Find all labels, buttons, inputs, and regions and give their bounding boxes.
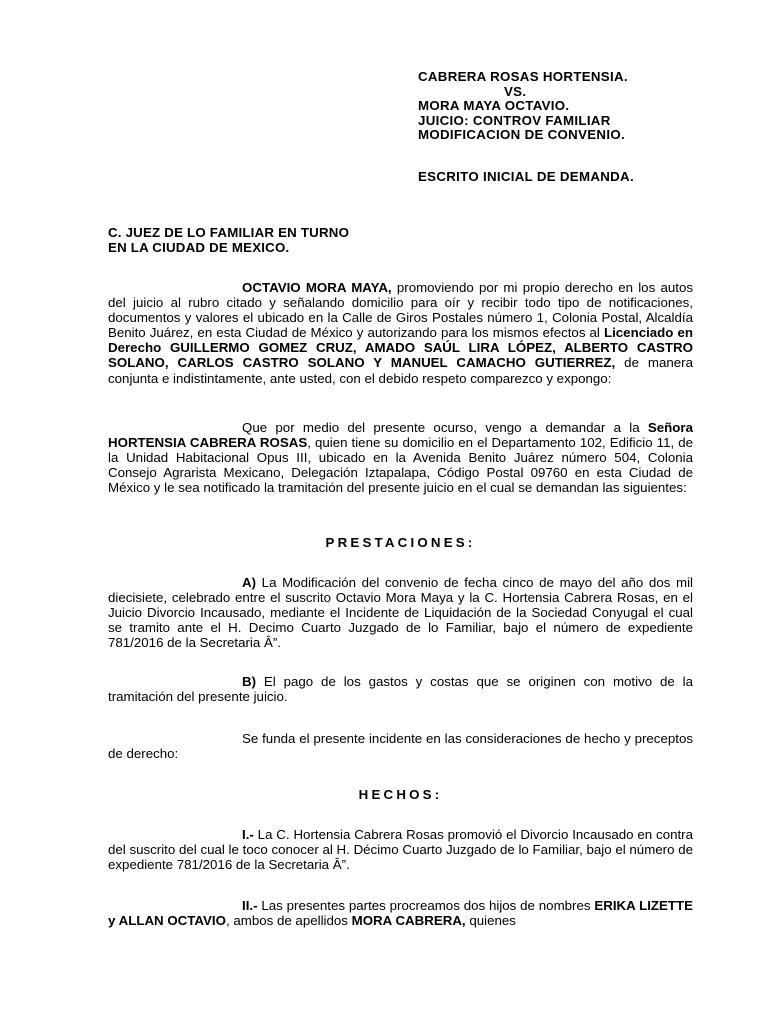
hechos-heading: HECHOS: (358, 787, 443, 802)
caption-matter: MODIFICACION DE CONVENIO. (418, 127, 625, 142)
authorized-lawyers: Licenciado en Derecho GUILLERMO GOMEZ CRUZ, AMADO SAÚL LIRA LÓPEZ, ALBERTO CASTRO SOLANO, CARLOS CASTRO SOLANO Y MANUEL CAMACHO GUTIERREZ, (108, 325, 694, 371)
prestacion-b-label: B) (242, 674, 257, 689)
children-names: ERIKA LIZETTE y ALLAN OCTAVIO (108, 898, 693, 929)
addressee-line-2: EN LA CIUDAD DE MEXICO. (108, 240, 290, 255)
caption-defendant: MORA MAYA OCTAVIO. (418, 98, 570, 113)
hecho-i: I.- La C. Hortensia Cabrera Rosas promovió el Divorcio Incausado en contra del suscrito del cual le toco conocer al H. Décimo Cuarto Juzgado de lo Familiar, bajo el número de expediente 781/2016 de la Secretaria Â”. (108, 827, 693, 873)
addressee (108, 225, 349, 255)
claim-paragraph: Que por medio del presente ocurso, vengo a demandar a la Señora HORTENSIA CABRERA ROSAS, quien tiene su domicilio en el Departamento 102, Edificio 11, de la Unidad Habitacional Opus III, ubicado en la Avenida Benito Juárez número 504, Colonia Consejo Agrarista Mexicano, Delegación Iztapalapa, Código Postal 09760 en esta Ciudad de México y le sea notificado la tramitación del presente juicio en el cual se demandan las siguientes: (108, 420, 694, 496)
caption-versus: VS. (504, 83, 527, 99)
promoter-name: OCTAVIO MORA MAYA, (242, 280, 392, 295)
prestacion-a-label: A) (242, 575, 257, 590)
hecho-i-label: I.- (242, 827, 254, 842)
hecho-ii: II.- Las presentes partes procreamos dos hijos de nombres ERIKA LIZETTE y ALLAN OCTAVIO, ambos de apellidos MORA CABRERA, quienes (108, 898, 693, 929)
legal-basis-paragraph: Se funda el presente incidente en las consideraciones de hecho y preceptos de derecho: (108, 731, 693, 762)
writ-title: ESCRITO INICIAL DE DEMANDA. (418, 169, 634, 184)
prestacion-b: B) El pago de los gastos y costas que se originen con motivo de la tramitación del presente juicio. (108, 674, 693, 705)
prestaciones-heading: PRESTACIONES: (325, 535, 476, 550)
prestacion-a: A) La Modificación del convenio de fecha cinco de mayo del año dos mil diecisiete, celebrado entre el suscrito Octavio Mora Maya y la C. Hortensia Cabrera Rosas, en el Juicio Divorcio Incausado, mediante el Incidente de Liquidación de la Sociedad Conyugal el cual se tramito ante el H. Decimo Cuarto Juzgado de lo Familiar, bajo el número de expediente 781/2016 de la Secretaria Â”. (108, 575, 693, 651)
addressee-line-1: C. JUEZ DE LO FAMILIAR EN TURNO (108, 225, 350, 240)
defendant-name: Señora HORTENSIA CABRERA ROSAS (108, 420, 693, 451)
caption-plaintiff: CABRERA ROSAS HORTENSIA. (418, 69, 628, 84)
hecho-ii-label: II.- (242, 898, 258, 913)
intro-paragraph: OCTAVIO MORA MAYA, promoviendo por mi propio derecho en los autos del juicio al rubro citado y señalando domicilio para oír y recibir todo tipo de notificaciones, documentos y valores el ubicado en la Calle de Giros Postales número 1, Colonia Postal, Alcaldía Benito Juárez, en esta Ciudad de México y autorizando para los mismos efectos al Licenciado en Derecho GUILLERMO GOMEZ CRUZ, AMADO SAÚL LIRA LÓPEZ, ALBERTO CASTRO SOLANO, CARLOS CASTRO SOLANO Y MANUEL CAMACHO GUTIERREZ, de manera conjunta e indistintamente, ante usted, con el debido respeto comparezco y expongo: (108, 280, 694, 386)
case-caption (418, 70, 628, 143)
children-surname: MORA CABRERA, (351, 913, 466, 929)
caption-trial-type: JUICIO: CONTROV FAMILIAR (418, 112, 611, 128)
